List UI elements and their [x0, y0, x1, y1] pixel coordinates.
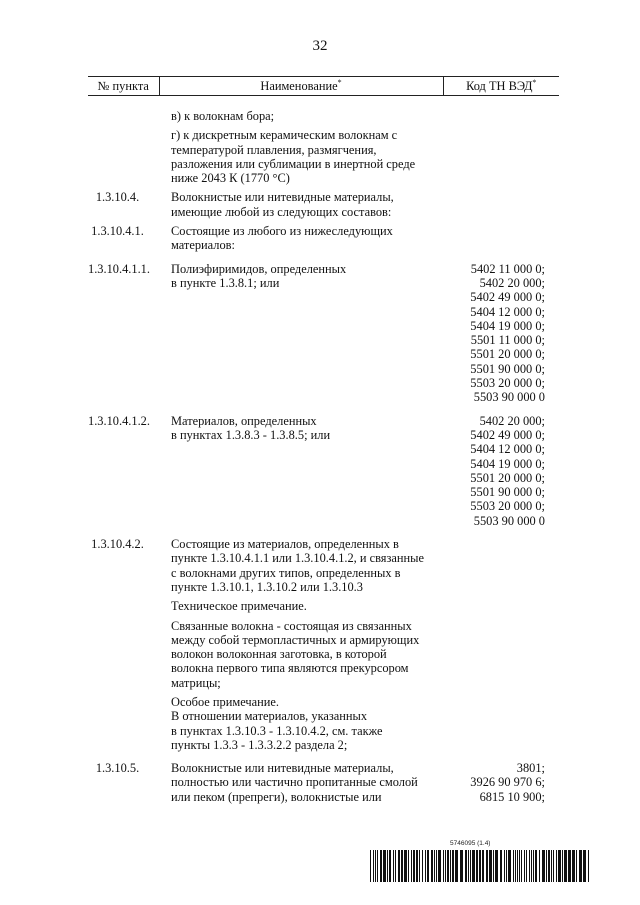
item-number [88, 123, 159, 185]
item-number [88, 690, 159, 752]
item-code-line: 6815 10 900; [479, 789, 545, 804]
item-number: 1.3.10.4. [95, 190, 140, 205]
header-code-label: Код ТН ВЭД [466, 78, 533, 93]
header-item-number [88, 77, 159, 96]
item-name-line: г) к дискретным керамическим волокнам с [171, 128, 398, 143]
item-name-line: в) к волокнам бора; [171, 109, 275, 123]
item-number: 1.3.10.4.1.2. [88, 413, 150, 428]
item-number [88, 96, 159, 124]
item-code-line: 5503 20 000 0; [470, 499, 545, 514]
item-code [443, 253, 559, 405]
item-name-line: ниже 2043 К (1770 °С) [171, 171, 290, 186]
item-name-line: Волокнистые или нитевидные материалы, [171, 761, 394, 776]
item-name-line: материалов: [171, 238, 235, 253]
item-name-line: Волокнистые или нитевидные материалы, [171, 190, 394, 205]
item-name-line: волокна первого типа являются прекурсором [171, 661, 409, 676]
header-code [443, 77, 559, 96]
item-code-line: 5404 12 000 0; [470, 304, 545, 319]
item-number: 1.3.10.4.1.1. [88, 261, 150, 276]
item-name-line: Техническое примечание. [171, 599, 307, 614]
page-number: 32 [312, 38, 328, 54]
item-name [159, 185, 443, 219]
item-name [159, 528, 443, 594]
item-number: 1.3.10.4.1. [91, 224, 144, 239]
table-header-row [88, 77, 559, 96]
item-name [159, 752, 443, 804]
item-name [159, 253, 443, 405]
item-name [159, 594, 443, 613]
item-name [159, 96, 443, 124]
item-code-line: 5404 19 000 0; [470, 456, 545, 471]
item-name [159, 614, 443, 690]
barcode-number: 5746095 (1.4) [450, 840, 491, 847]
item-name-line: В отношении материалов, указанных [171, 709, 368, 724]
item-name-line: разложения или сублимации в инертной среде [171, 156, 416, 171]
table-row [88, 752, 559, 804]
item-code-line: 5404 12 000 0; [470, 442, 545, 457]
item-name-line: полностью или частично пропитанные смолой [171, 775, 418, 790]
item-name-line: волокон волоконная заготовка, в которой [171, 647, 387, 662]
item-name-line: Материалов, определенных [171, 413, 317, 428]
item-name [159, 219, 443, 253]
item-code-line: 5501 20 000 0; [470, 347, 545, 362]
item-name-line: в пунктах 1.3.10.3 - 1.3.10.4.2, см. также [171, 723, 383, 738]
item-name-line: Полиэфиримидов, определенных [171, 261, 347, 276]
item-name-line: Особое примечание. [171, 694, 279, 709]
item-code-line: 5501 90 000 0; [470, 361, 545, 376]
item-code [443, 96, 559, 124]
item-code-line: 5402 20 000; [479, 275, 545, 290]
item-name-line: имеющие любой из следующих составов: [171, 204, 392, 219]
header-name-label: Наименование [260, 78, 338, 93]
item-code-line: 5402 11 000 0; [470, 261, 545, 276]
item-name-line: Связанные волокна - состоящая из связанных [171, 618, 412, 633]
item-code [443, 405, 559, 528]
table-row [88, 253, 559, 405]
item-code [443, 528, 559, 594]
table-body [88, 96, 559, 805]
item-name-line: матрицы; [171, 675, 221, 690]
item-code-line: 3801; [516, 761, 545, 776]
table-row [88, 219, 559, 253]
item-code-line: 5402 20 000; [479, 413, 545, 428]
item-code-line: 5402 49 000 0; [470, 290, 545, 305]
item-name-line: между собой термопластичных и армирующих [171, 632, 420, 647]
item-name [159, 123, 443, 185]
item-code-line: 5404 19 000 0; [470, 318, 545, 333]
barcode [370, 840, 592, 882]
item-code-line: 5501 20 000 0; [470, 470, 545, 485]
item-name-line: в пунктах 1.3.8.3 - 1.3.8.5; или [171, 427, 331, 442]
header-item-number-label: № пункта [97, 78, 149, 93]
table-row [88, 405, 559, 528]
item-number: 1.3.10.5. [95, 761, 140, 776]
table-row [88, 690, 559, 752]
item-name-line: или пеком (препреги), волокнистые или [171, 789, 382, 804]
item-name-line: пункте 1.3.10.1, 1.3.10.2 или 1.3.10.3 [171, 579, 363, 594]
item-code-line: 5503 20 000 0; [470, 376, 545, 391]
table-row [88, 185, 559, 219]
item-code [443, 185, 559, 219]
item-name-line: пункты 1.3.3 - 1.3.3.2.2 раздела 2; [171, 737, 348, 752]
table-row [88, 123, 559, 185]
item-code [443, 123, 559, 185]
item-code-line: 5501 11 000 0; [470, 333, 545, 348]
header-name-asterisk: * [337, 77, 342, 87]
barcode-image [370, 850, 592, 882]
item-number [88, 594, 159, 613]
item-code [443, 219, 559, 253]
item-code [443, 594, 559, 613]
header-code-asterisk: * [532, 77, 537, 87]
item-code [443, 752, 559, 804]
item-code-line: 3926 90 970 6; [470, 775, 545, 790]
item-name-line: температурой плавления, размягчения, [171, 142, 377, 157]
item-code [443, 614, 559, 690]
item-code-line: 5402 49 000 0; [470, 427, 545, 442]
item-name [159, 405, 443, 528]
table-row [88, 614, 559, 690]
item-name-line: с волокнами других типов, определенных в [171, 565, 401, 580]
table-row [88, 96, 559, 124]
item-code-line: 5501 90 000 0; [470, 485, 545, 500]
header-name [159, 77, 443, 96]
item-code-line: 5503 90 000 0 [473, 513, 545, 528]
item-number: 1.3.10.4.2. [91, 537, 144, 552]
item-name [159, 690, 443, 752]
item-number [88, 614, 159, 690]
item-name-line: пункте 1.3.10.4.1.1 или 1.3.10.4.1.2, и связанные [171, 551, 424, 566]
item-name-line: в пункте 1.3.8.1; или [171, 275, 280, 290]
table-row [88, 594, 559, 613]
item-code [443, 690, 559, 752]
item-code-line: 5503 90 000 0 [473, 390, 545, 405]
table-row [88, 528, 559, 594]
goods-table [88, 76, 559, 804]
item-name-line: Состоящие из любого из нижеследующих [171, 224, 393, 239]
item-name-line: Состоящие из материалов, определенных в [171, 537, 399, 552]
